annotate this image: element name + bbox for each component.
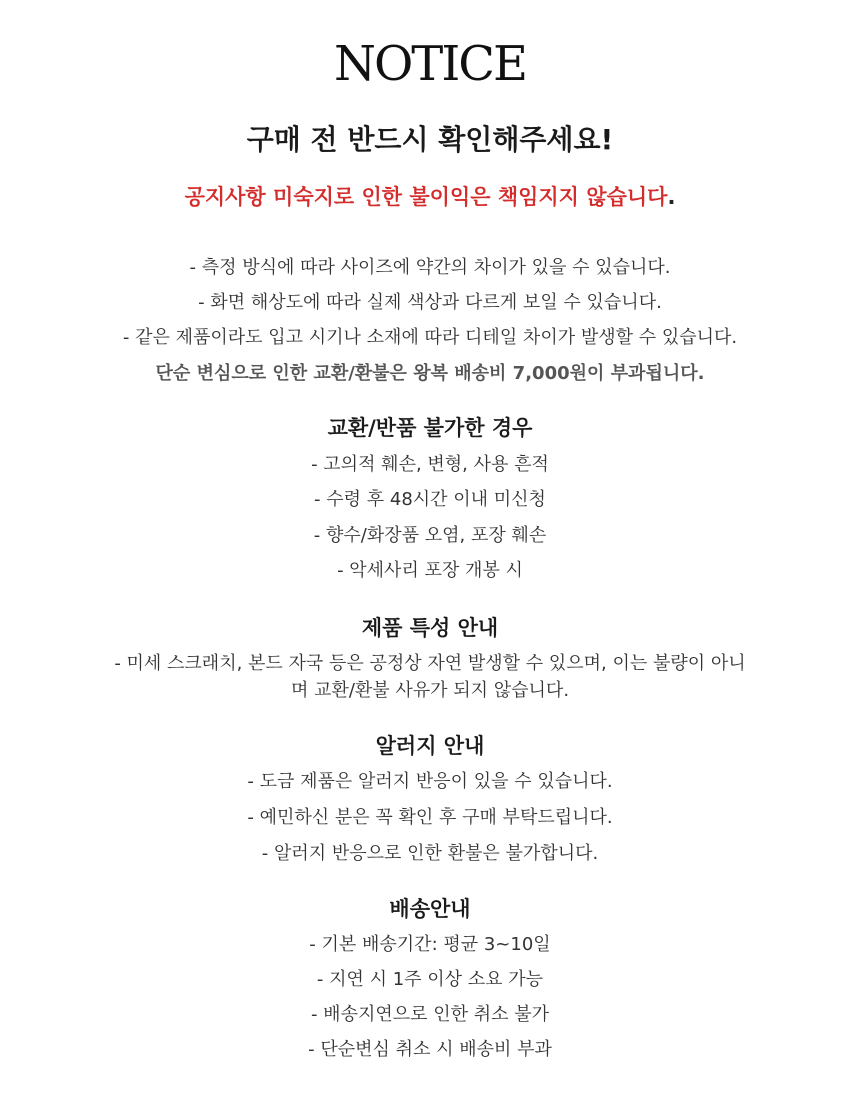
exchange-item-1: - 고의적 훼손, 변형, 사용 흔적 (311, 454, 549, 475)
exchange-item-4: - 악세사리 포장 개봉 시 (337, 560, 523, 581)
shipping-item-4: - 단순변심 취소 시 배송비 부과 (308, 1039, 552, 1060)
shipping-item-2: - 지연 시 1주 이상 소요 가능 (316, 969, 544, 990)
exchange-item-3: - 향수/화장품 오염, 포장 훼손 (313, 525, 547, 546)
headline: 구매 전 반드시 확인해주세요! (246, 123, 614, 156)
section-title-allergy: 알러지 안내 (375, 734, 485, 758)
warning-message: 공지사항 미숙지로 인한 불이익은 책임지지 않습니다 (184, 185, 668, 209)
allergy-item-2: - 예민하신 분은 꼭 확인 후 구매 부탁드립니다. (247, 807, 613, 828)
section-title-exchange: 교환/반품 불가한 경우 (327, 416, 533, 440)
product-item-2: 며 교환/환불 사유가 되지 않습니다. (290, 680, 570, 701)
intro-line-3: - 같은 제품이라도 입고 시기나 소재에 따라 디테일 차이가 발생할 수 있습니다. (122, 327, 738, 348)
warning-period: . (667, 185, 676, 209)
intro-line-1: - 측정 방식에 따라 사이즈에 약간의 차이가 있을 수 있습니다. (189, 257, 671, 278)
intro-line-2: - 화면 해상도에 따라 실제 색상과 다르게 보일 수 있습니다. (198, 292, 662, 313)
allergy-item-3: - 알러지 반응으로 인한 환불은 불가합니다. (261, 843, 599, 864)
shipping-item-1: - 기본 배송기간: 평균 3~10일 (309, 934, 551, 955)
shipping-fee-note: 단순 변심으로 인한 교환/환불은 왕복 배송비 7,000원이 부과됩니다. (155, 363, 705, 384)
warning-text (0, 187, 860, 208)
exchange-item-2: - 수령 후 48시간 이내 미신청 (314, 489, 546, 510)
section-title-product: 제품 특성 안내 (361, 616, 499, 640)
notice-title: NOTICE (333, 36, 527, 92)
section-title-shipping: 배송안내 (389, 897, 471, 921)
shipping-item-3: - 배송지연으로 인한 취소 불가 (310, 1004, 550, 1025)
allergy-item-1: - 도금 제품은 알러지 반응이 있을 수 있습니다. (247, 771, 613, 792)
product-item-1: - 미세 스크래치, 본드 자국 등은 공정상 자연 발생할 수 있으며, 이는 불량이 아니 (114, 653, 746, 674)
